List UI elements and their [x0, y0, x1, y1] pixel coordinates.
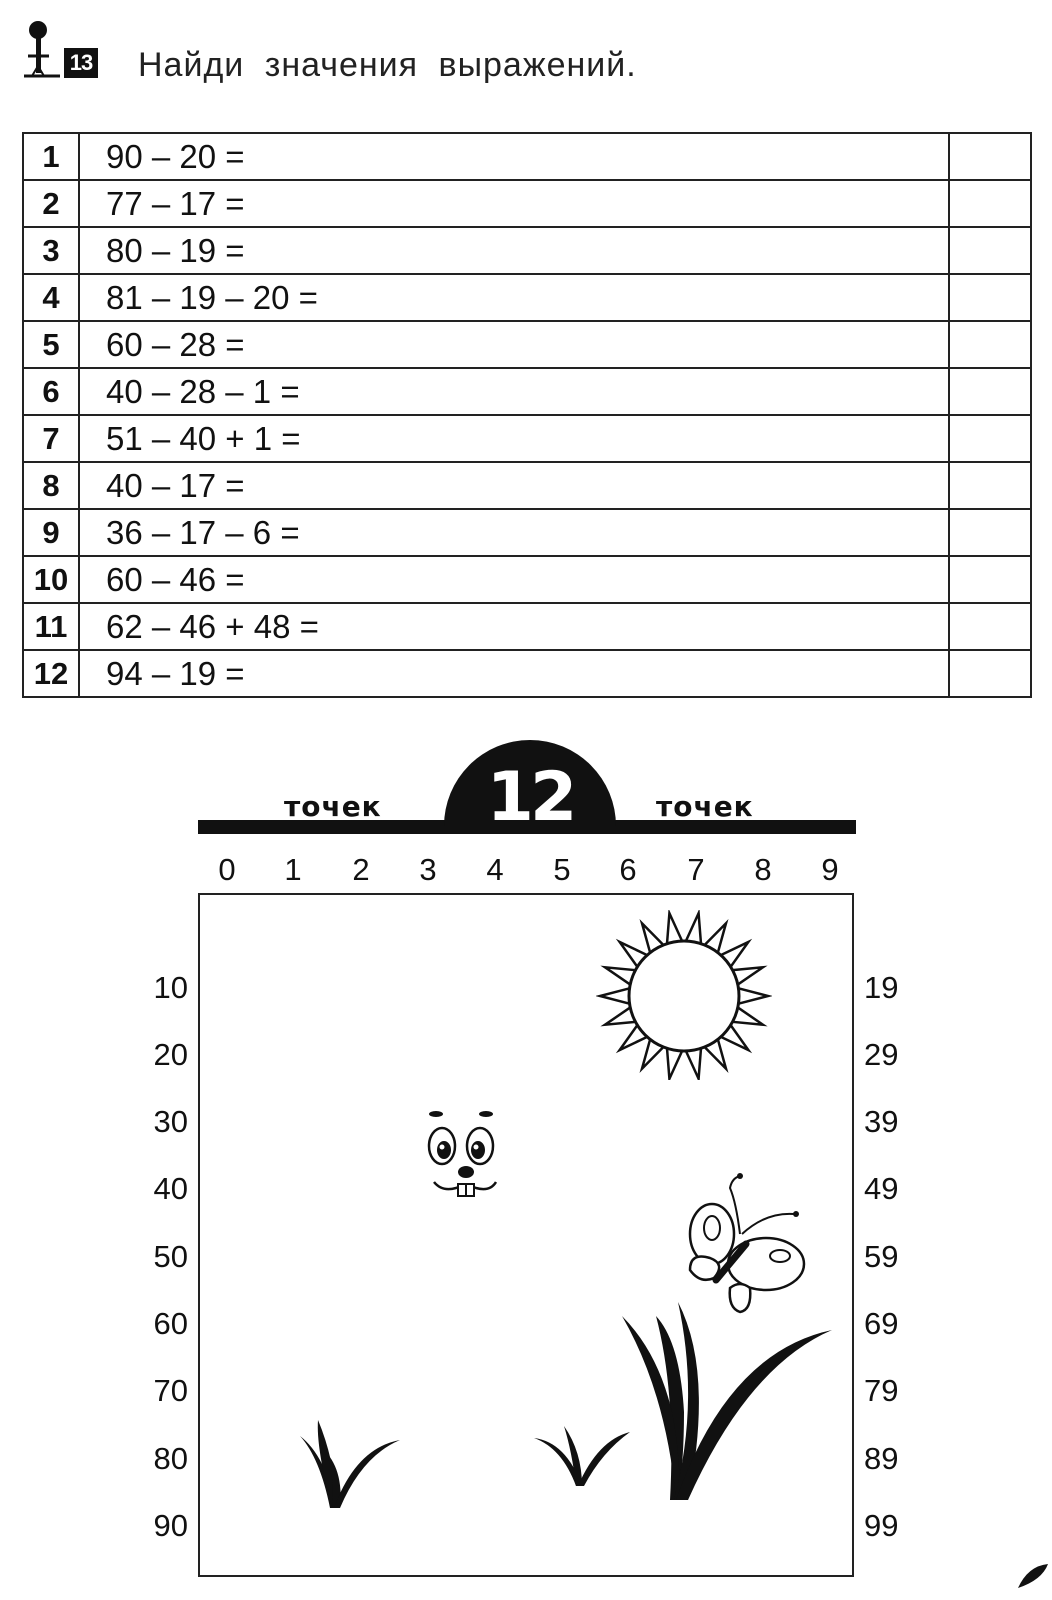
- sun-ray: [738, 988, 768, 1003]
- points-banner: [198, 740, 858, 840]
- row-label-left: 60: [153, 1306, 188, 1341]
- row-label-right: 59: [864, 1239, 899, 1274]
- expression-text: 62 – 46 + 48 =: [79, 603, 949, 650]
- expression-text: 36 – 17 – 6 =: [79, 509, 949, 556]
- table-row: [23, 227, 1031, 274]
- banner-right-word: точек: [656, 790, 754, 823]
- row-label-left: 20: [153, 1037, 188, 1072]
- grass-tuft-small-icon: [532, 1422, 632, 1488]
- banner-left-word: точек: [284, 790, 382, 823]
- answer-cell[interactable]: [949, 227, 1031, 274]
- expression-number: 8: [23, 462, 79, 509]
- expression-number: 7: [23, 415, 79, 462]
- answer-cell[interactable]: [949, 603, 1031, 650]
- expression-number: 10: [23, 556, 79, 603]
- expression-number: 5: [23, 321, 79, 368]
- sun-ray: [667, 1048, 682, 1078]
- expression-number: 9: [23, 509, 79, 556]
- sun-ray: [600, 988, 630, 1003]
- row-label-right: 69: [864, 1306, 899, 1341]
- table-row: [23, 603, 1031, 650]
- sun-ray: [667, 913, 682, 943]
- expression-text: 81 – 19 – 20 =: [79, 274, 949, 321]
- row-label-left: 70: [153, 1373, 188, 1408]
- row-label-left: 10: [153, 970, 188, 1005]
- expression-number: 11: [23, 603, 79, 650]
- sun-ray: [686, 1048, 701, 1078]
- expression-text: 40 – 17 =: [79, 462, 949, 509]
- row-label-right: 99: [864, 1508, 899, 1543]
- expression-number: 4: [23, 274, 79, 321]
- table-row: [23, 368, 1031, 415]
- sun-ray: [686, 913, 701, 943]
- bunny-face-icon: [420, 1106, 510, 1202]
- column-label: 1: [284, 852, 302, 887]
- expression-text: 51 – 40 + 1 =: [79, 415, 949, 462]
- column-label: 4: [486, 852, 504, 887]
- column-label: 5: [553, 852, 571, 887]
- table-row: [23, 415, 1031, 462]
- table-row: [23, 133, 1031, 180]
- answer-cell[interactable]: [949, 274, 1031, 321]
- expression-text: 94 – 19 =: [79, 650, 949, 697]
- answer-cell[interactable]: [949, 462, 1031, 509]
- row-label-left: 30: [153, 1104, 188, 1139]
- sun-icon: [596, 910, 772, 1080]
- expression-text: 40 – 28 – 1 =: [79, 368, 949, 415]
- answer-cell[interactable]: [949, 180, 1031, 227]
- table-row: [23, 180, 1031, 227]
- task-title: Найди значения выражений.: [138, 46, 637, 84]
- column-label: 3: [419, 852, 437, 887]
- row-label-left: 90: [153, 1508, 188, 1543]
- column-label: 2: [352, 852, 370, 887]
- row-label-left: 50: [153, 1239, 188, 1274]
- row-label-left: 40: [153, 1171, 188, 1206]
- expression-number: 6: [23, 368, 79, 415]
- answer-cell[interactable]: [949, 650, 1031, 697]
- answer-cell[interactable]: [949, 133, 1031, 180]
- flower-stem-icon: [618, 1282, 838, 1504]
- table-row: [23, 509, 1031, 556]
- table-row: [23, 556, 1031, 603]
- row-label-right: 29: [864, 1037, 899, 1072]
- expression-number: 2: [23, 180, 79, 227]
- answer-cell[interactable]: [949, 368, 1031, 415]
- row-label-right: 89: [864, 1441, 899, 1476]
- expression-number: 12: [23, 650, 79, 697]
- banner-number: 12: [486, 758, 574, 837]
- row-label-right: 49: [864, 1171, 899, 1206]
- table-row: [23, 274, 1031, 321]
- table-row: [23, 650, 1031, 697]
- expression-text: 60 – 46 =: [79, 556, 949, 603]
- row-label-right: 79: [864, 1373, 899, 1408]
- expression-text: 60 – 28 =: [79, 321, 949, 368]
- column-label: 9: [821, 852, 839, 887]
- expression-text: 80 – 19 =: [79, 227, 949, 274]
- expression-text: 90 – 20 =: [79, 133, 949, 180]
- column-label: 8: [754, 852, 772, 887]
- column-label: 7: [687, 852, 705, 887]
- answer-cell[interactable]: [949, 509, 1031, 556]
- row-label-right: 39: [864, 1104, 899, 1139]
- task-number-badge: 13: [64, 48, 98, 78]
- row-label-right: 19: [864, 970, 899, 1005]
- row-label-left: 80: [153, 1441, 188, 1476]
- expression-number: 1: [23, 133, 79, 180]
- column-label: 0: [218, 852, 236, 887]
- table-row: [23, 462, 1031, 509]
- expression-number: 3: [23, 227, 79, 274]
- expressions-table: [22, 132, 1032, 698]
- column-label: 6: [619, 852, 637, 887]
- answer-cell[interactable]: [949, 321, 1031, 368]
- table-row: [23, 321, 1031, 368]
- answer-cell[interactable]: [949, 415, 1031, 462]
- expression-text: 77 – 17 =: [79, 180, 949, 227]
- grass-tuft-icon: [296, 1418, 402, 1510]
- answer-cell[interactable]: [949, 556, 1031, 603]
- corner-leaf-icon: [1014, 1560, 1050, 1590]
